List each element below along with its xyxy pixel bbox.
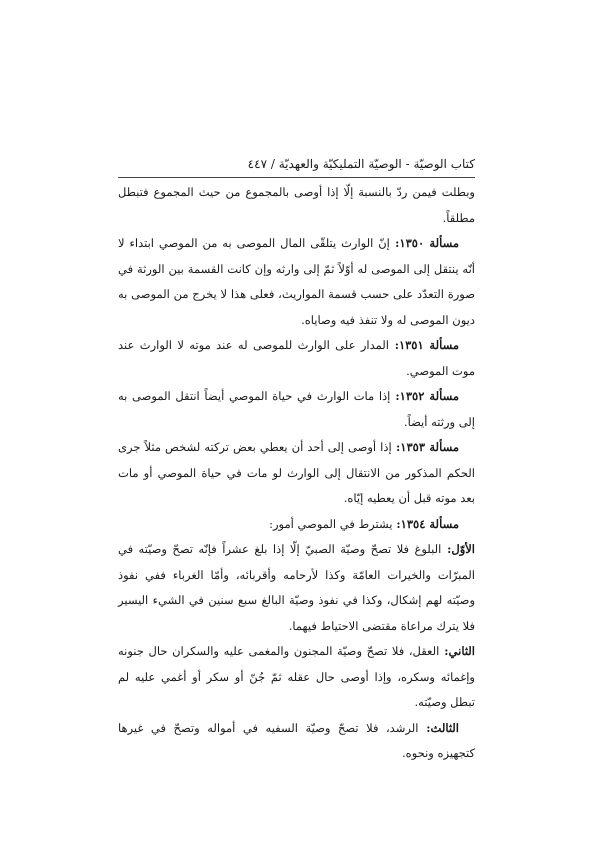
header-title: كتاب الوصيّة - الوصيّة التمليكيّة والعهديّة bbox=[278, 157, 475, 171]
issue-heading: مسألة ١٣٥٣: bbox=[391, 440, 459, 454]
issue-1354 bbox=[118, 512, 475, 538]
paragraph-text: يشترط في الموصي أمور: bbox=[269, 516, 393, 531]
issue-heading: مسألة ١٣٥٤: bbox=[392, 516, 459, 531]
condition-first bbox=[118, 537, 475, 639]
issue-1351 bbox=[118, 333, 475, 384]
condition-heading: الأوّل: bbox=[441, 542, 475, 556]
issue-1353 bbox=[118, 435, 475, 512]
paragraph-text: إذا مات الوارث في حياة الموصي أيضاً انتقل الموصى به إلى ورثته أيضاً. bbox=[118, 389, 475, 429]
header-divider bbox=[118, 177, 475, 178]
paragraph-continuation bbox=[118, 180, 475, 231]
issue-1352 bbox=[118, 384, 475, 435]
condition-heading: الثاني: bbox=[439, 644, 475, 658]
paragraph-text: البلوغ فلا تصحّ وصيّة الصبيّ إلّا إذا بلغ عشراً فإنّه تصحّ وصيّته في المبرّات والخيرات العامّة وكذا لأرحامه وأقربائه، وأمّا الغرباء ففي نفوذ وصيّته لهم إشكال، وكذا في نفوذ وصيّة البالغ سبع سنين في الشيء اليسير فلا يترك مراعاة مقتضى الاحتياط فيهما. bbox=[118, 542, 475, 633]
condition-third bbox=[118, 716, 475, 767]
header-separator: / bbox=[267, 157, 275, 171]
issue-heading: مسألة ١٣٥١: bbox=[388, 338, 459, 352]
running-header bbox=[118, 153, 475, 177]
page-body bbox=[118, 180, 475, 767]
page-number: ٤٤٧ bbox=[247, 157, 268, 171]
issue-1350 bbox=[118, 231, 475, 333]
paragraph-text: الرشد، فلا تصحّ وصيّة السفيه في أمواله وتصحّ في غيرها كتجهيزه ونحوه. bbox=[118, 720, 475, 760]
paragraph-text: إنّ الوارث يتلقّى المال الموصى به من الموصي ابتداء لا أنّه ينتقل إلى الموصى له أوّلاً ثمّ إلى وارثه وإن كانت القسمة بين الورثة في صورة التعدّد على حسب قسمة المواريث، فعلى هذا لا يخرج من الموصى به ديون الموصى له ولا تنفذ فيه وصاياه. bbox=[118, 236, 475, 327]
paragraph-text: إذا أوصى إلى أحد أن يعطي بعض تركته لشخص مثلاً جرى الحكم المذكور من الانتقال إلى الوارث لو مات في حياة الموصي أو مات بعد موته قبل أن يعطيه إيّاه. bbox=[118, 440, 475, 505]
condition-second bbox=[118, 639, 475, 716]
paragraph-text: وبطلت فيمن ردّ بالنسبة إلّا إذا أوصى بالمجموع من حيث المجموع فتبطل مطلقاً. bbox=[118, 185, 475, 225]
issue-heading: مسألة ١٣٥٢: bbox=[390, 389, 460, 403]
paragraph-text: العقل، فلا تصحّ وصيّة المجنون والمغمى عليه والسكران حال جنونه وإغمائه وسكره، وإذا أوصى حال عقله ثمّ جُنّ أو سكر أو أغمي عليه لم تبطل وصيّته. bbox=[118, 644, 475, 709]
paragraph-text: المدار على الوارث للموصى له عند موته لا الوارث عند موت الموصي. bbox=[118, 338, 475, 378]
issue-heading: مسألة ١٣٥٠: bbox=[389, 236, 460, 250]
condition-heading: الثالث: bbox=[418, 720, 459, 735]
